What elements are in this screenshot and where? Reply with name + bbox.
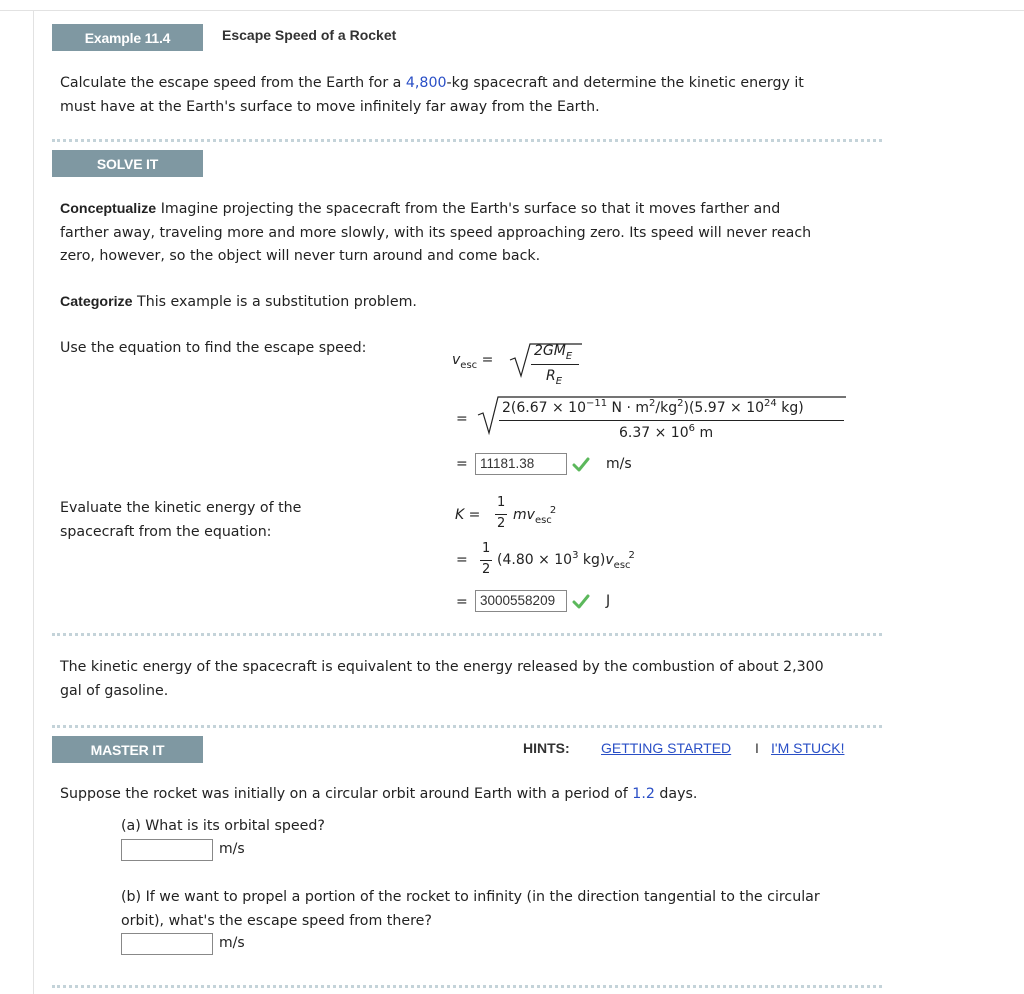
divider: [52, 633, 882, 636]
orbital-speed-input[interactable]: [121, 839, 213, 861]
part-a-unit: m/s: [219, 841, 245, 857]
fraction-bar: [531, 364, 579, 365]
equals-sign: =: [456, 594, 468, 610]
half-denominator: 2: [497, 516, 506, 531]
denominator-re: $R_E$: [546, 368, 563, 387]
im-stuck-link[interactable]: I'M STUCK!: [771, 740, 845, 756]
period-value: 1.2: [632, 786, 655, 802]
part-b-unit: m/s: [219, 935, 245, 951]
numeric-denominator: $6.37 \times 10^6$ m: [619, 423, 714, 441]
half-bar: [495, 514, 507, 515]
part-a-question: (a) What is its orbital speed?: [121, 818, 325, 834]
conceptualize-text: Conceptualize Imagine projecting the spacecraft from the Earth's surface so that it moves farther and farther away, traveling more and more slowly, with its speed approaching zero. Its speed will never reach zero, however, so the object will never turn around and come back.: [60, 201, 812, 264]
numeric-numerator: $2(6.67 \times 10^{-11}$ $N \cdot m^2/kg^2)(5.97 \times 10^{24}$ kg): [502, 398, 804, 416]
master-question: Suppose the rocket was initially on a circular orbit around Earth with a period of 1.2 days.: [60, 786, 698, 802]
half-bar: [480, 560, 492, 561]
divider: [52, 725, 882, 728]
numerator-2gme: $2GM_E$: [534, 343, 573, 362]
getting-started-link[interactable]: GETTING STARTED: [601, 740, 732, 756]
step1-label: Use the equation to find the escape speed:: [60, 340, 367, 356]
half-numerator: 1: [482, 541, 491, 556]
kinetic-energy-unit: J: [606, 593, 611, 609]
solve-it-tag: SOLVE IT: [52, 150, 203, 177]
k-symbol: K =: [455, 507, 481, 523]
numeric-fraction-bar: [499, 420, 844, 421]
vesc-symbol: $v_{esc}$ =: [452, 352, 494, 371]
hints-label: HINTS:: [523, 740, 570, 756]
checkmark-icon: [572, 456, 590, 472]
example-title: Escape Speed of a Rocket: [222, 27, 397, 43]
left-border: [33, 10, 34, 994]
divider: [52, 139, 882, 142]
hint-separator: I: [755, 740, 759, 756]
master-it-tag: MASTER IT: [52, 736, 203, 763]
equals-sign: =: [456, 411, 468, 427]
checkmark-icon: [572, 593, 590, 609]
divider: [52, 985, 882, 988]
mv-esc-squared: $mv_{esc}^2$: [513, 505, 557, 526]
escape-speed-unit: m/s: [606, 456, 632, 472]
half-numerator: 1: [497, 495, 506, 510]
mass-value: 4,800: [405, 75, 447, 91]
categorize-text: Categorize This example is a substitution problem.: [60, 294, 417, 310]
example-tag: Example 11.4: [52, 24, 203, 51]
half-denominator: 2: [482, 562, 491, 577]
mass-substitution: ($4.80 \times 10^3$ $kg)v_{esc}^2$: [497, 550, 635, 571]
equals-sign: =: [456, 552, 468, 568]
equals-sign: =: [456, 456, 468, 472]
escape-speed-orbit-input[interactable]: [121, 933, 213, 955]
conclusion-text: The kinetic energy of the spacecraft is equivalent to the energy released by the combustion of about 2,300 gal of gasoline.: [60, 659, 824, 699]
step2-label: Evaluate the kinetic energy of the spacecraft from the equation:: [60, 500, 302, 540]
kinetic-energy-answer[interactable]: 3000558209: [475, 590, 567, 612]
escape-speed-answer[interactable]: 11181.38: [475, 453, 567, 475]
problem-statement: Calculate the escape speed from the Earth for a 4,800-kg spacecraft and determine the kinetic energy it must have at the Earth's surface to move infinitely far away from the Earth.: [60, 75, 804, 115]
top-border: [0, 10, 1024, 11]
part-b-question: (b) If we want to propel a portion of the rocket to infinity (in the direction tangential to the circular orbit), what's the escape speed from there?: [121, 889, 820, 929]
